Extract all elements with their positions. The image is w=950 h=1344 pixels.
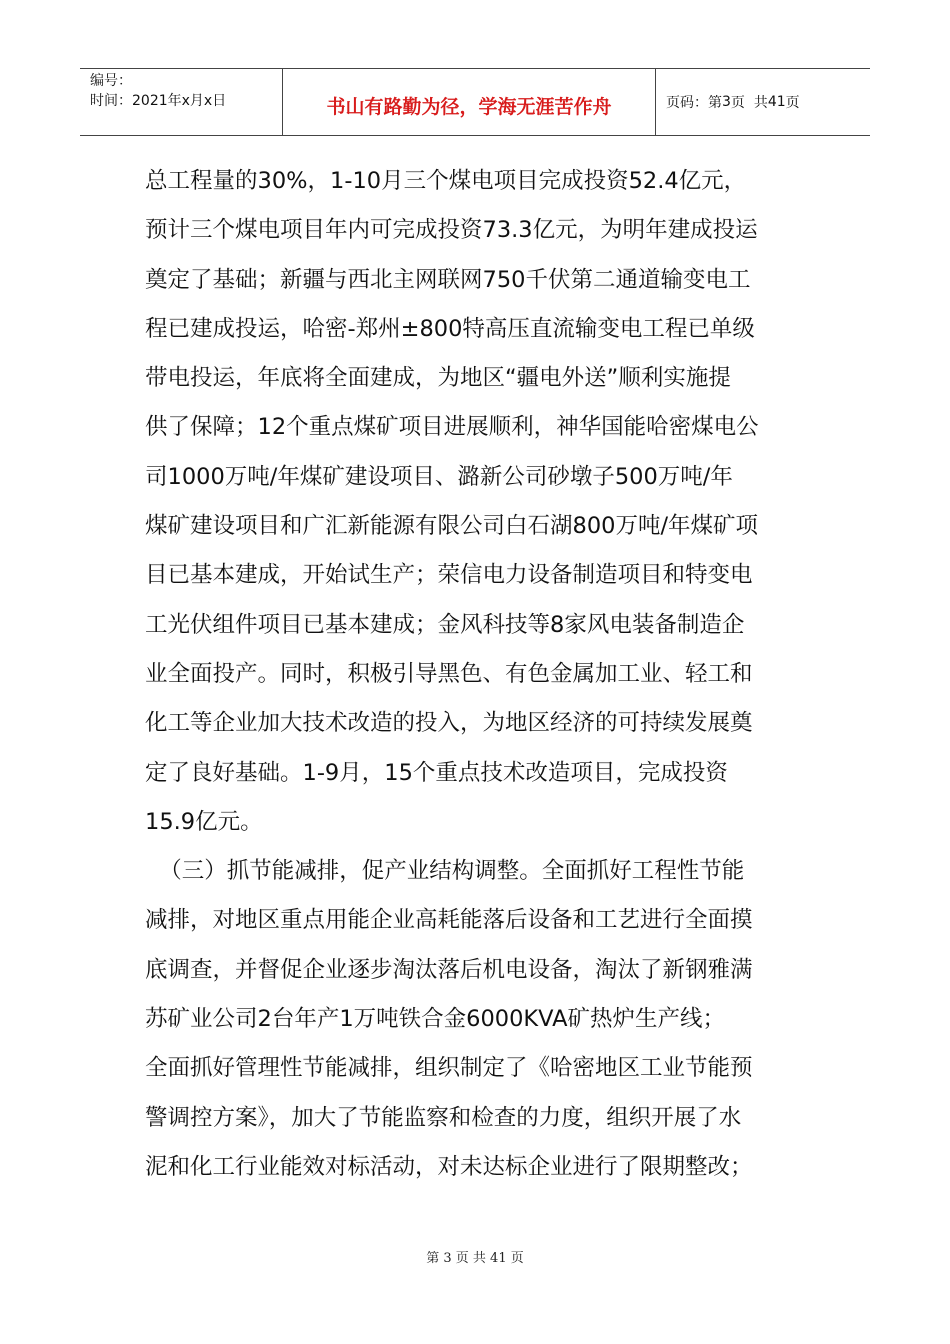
body-line: 预计三个煤电项目年内可完成投资73.3亿元，为明年建成投运 [145,217,758,244]
body-line: 供了保障；12个重点煤矿项目进展顺利，神华国能哈密煤电公 [145,414,759,441]
header-meta [80,69,283,135]
body-line: 司1000万吨/年煤矿建设项目、潞新公司砂墩子500万吨/年 [145,463,733,490]
page-mid: 页 共 [730,95,768,111]
document-number-label: 编号： [90,73,132,89]
body-line: 15.9亿元。 [145,808,263,835]
body-line: 煤矿建设项目和广汇新能源有限公司白石湖800万吨/年煤矿项 [145,513,759,540]
body-line: 总工程量的30%，1-10月三个煤电项目完成投资52.4亿元， [145,168,747,194]
body-line: 警调控方案》，加大了节能监察和检查的力度，组织开展了水 [145,1104,742,1131]
body-line: 带电投运，年底将全面建成，为地区“疆电外送”顺利实施提 [145,365,731,392]
body-line: 奠定了基础；新疆与西北主网联网750千伏第二通道输变电工 [145,266,751,293]
body-line: 程已建成投运，哈密-郑州±800特高压直流输变电工程已单级 [145,315,755,342]
page-header [80,68,870,136]
document-date-label: 时间：2021年x月x日 [90,93,227,109]
body-line: 减排，对地区重点用能企业高耗能落后设备和工艺进行全面摸 [145,907,753,934]
body-line: 定了良好基础。1-9月，15个重点技术改造项目，完成投资 [145,759,728,786]
body-line: 业全面投产。同时，积极引导黑色、有色金属加工业、轻工和 [145,660,753,687]
page-current: 3 [722,94,731,110]
body-line: 目已基本建成，开始试生产；荣信电力设备制造项目和特变电 [145,562,753,589]
page-prefix: 页码：第 [666,95,722,111]
body-line: 工光伏组件项目已基本建成；金风科技等8家风电装备制造企 [145,611,745,638]
body-line: 底调查，并督促企业逐步淘汰落后机电设备，淘汰了新钢雅满 [145,956,753,983]
page-total: 41 [767,94,786,110]
body-line: 泥和化工行业能效对标活动，对未达标企业进行了限期整改； [145,1153,753,1180]
body-line: 化工等企业加大技术改造的投入，为地区经济的可持续发展奠 [145,710,753,737]
body-line: 苏矿业公司2台年产1万吨铁合金6000KVA矿热炉生产线； [145,1006,725,1033]
body-line: 全面抓好管理性节能减排，组织制定了《哈密地区工业节能预 [145,1055,753,1082]
page-suffix: 页 [785,95,800,111]
page-footer: 第 3 页 共 41 页 [426,1251,524,1266]
header-motto: 书山有路勤为径，学海无涯苦作舟 [283,69,656,135]
header-page-number [656,69,870,135]
body-line: （三）抓节能减排，促产业结构调整。全面抓好工程性节能 [145,858,745,885]
document-body [145,157,810,1192]
